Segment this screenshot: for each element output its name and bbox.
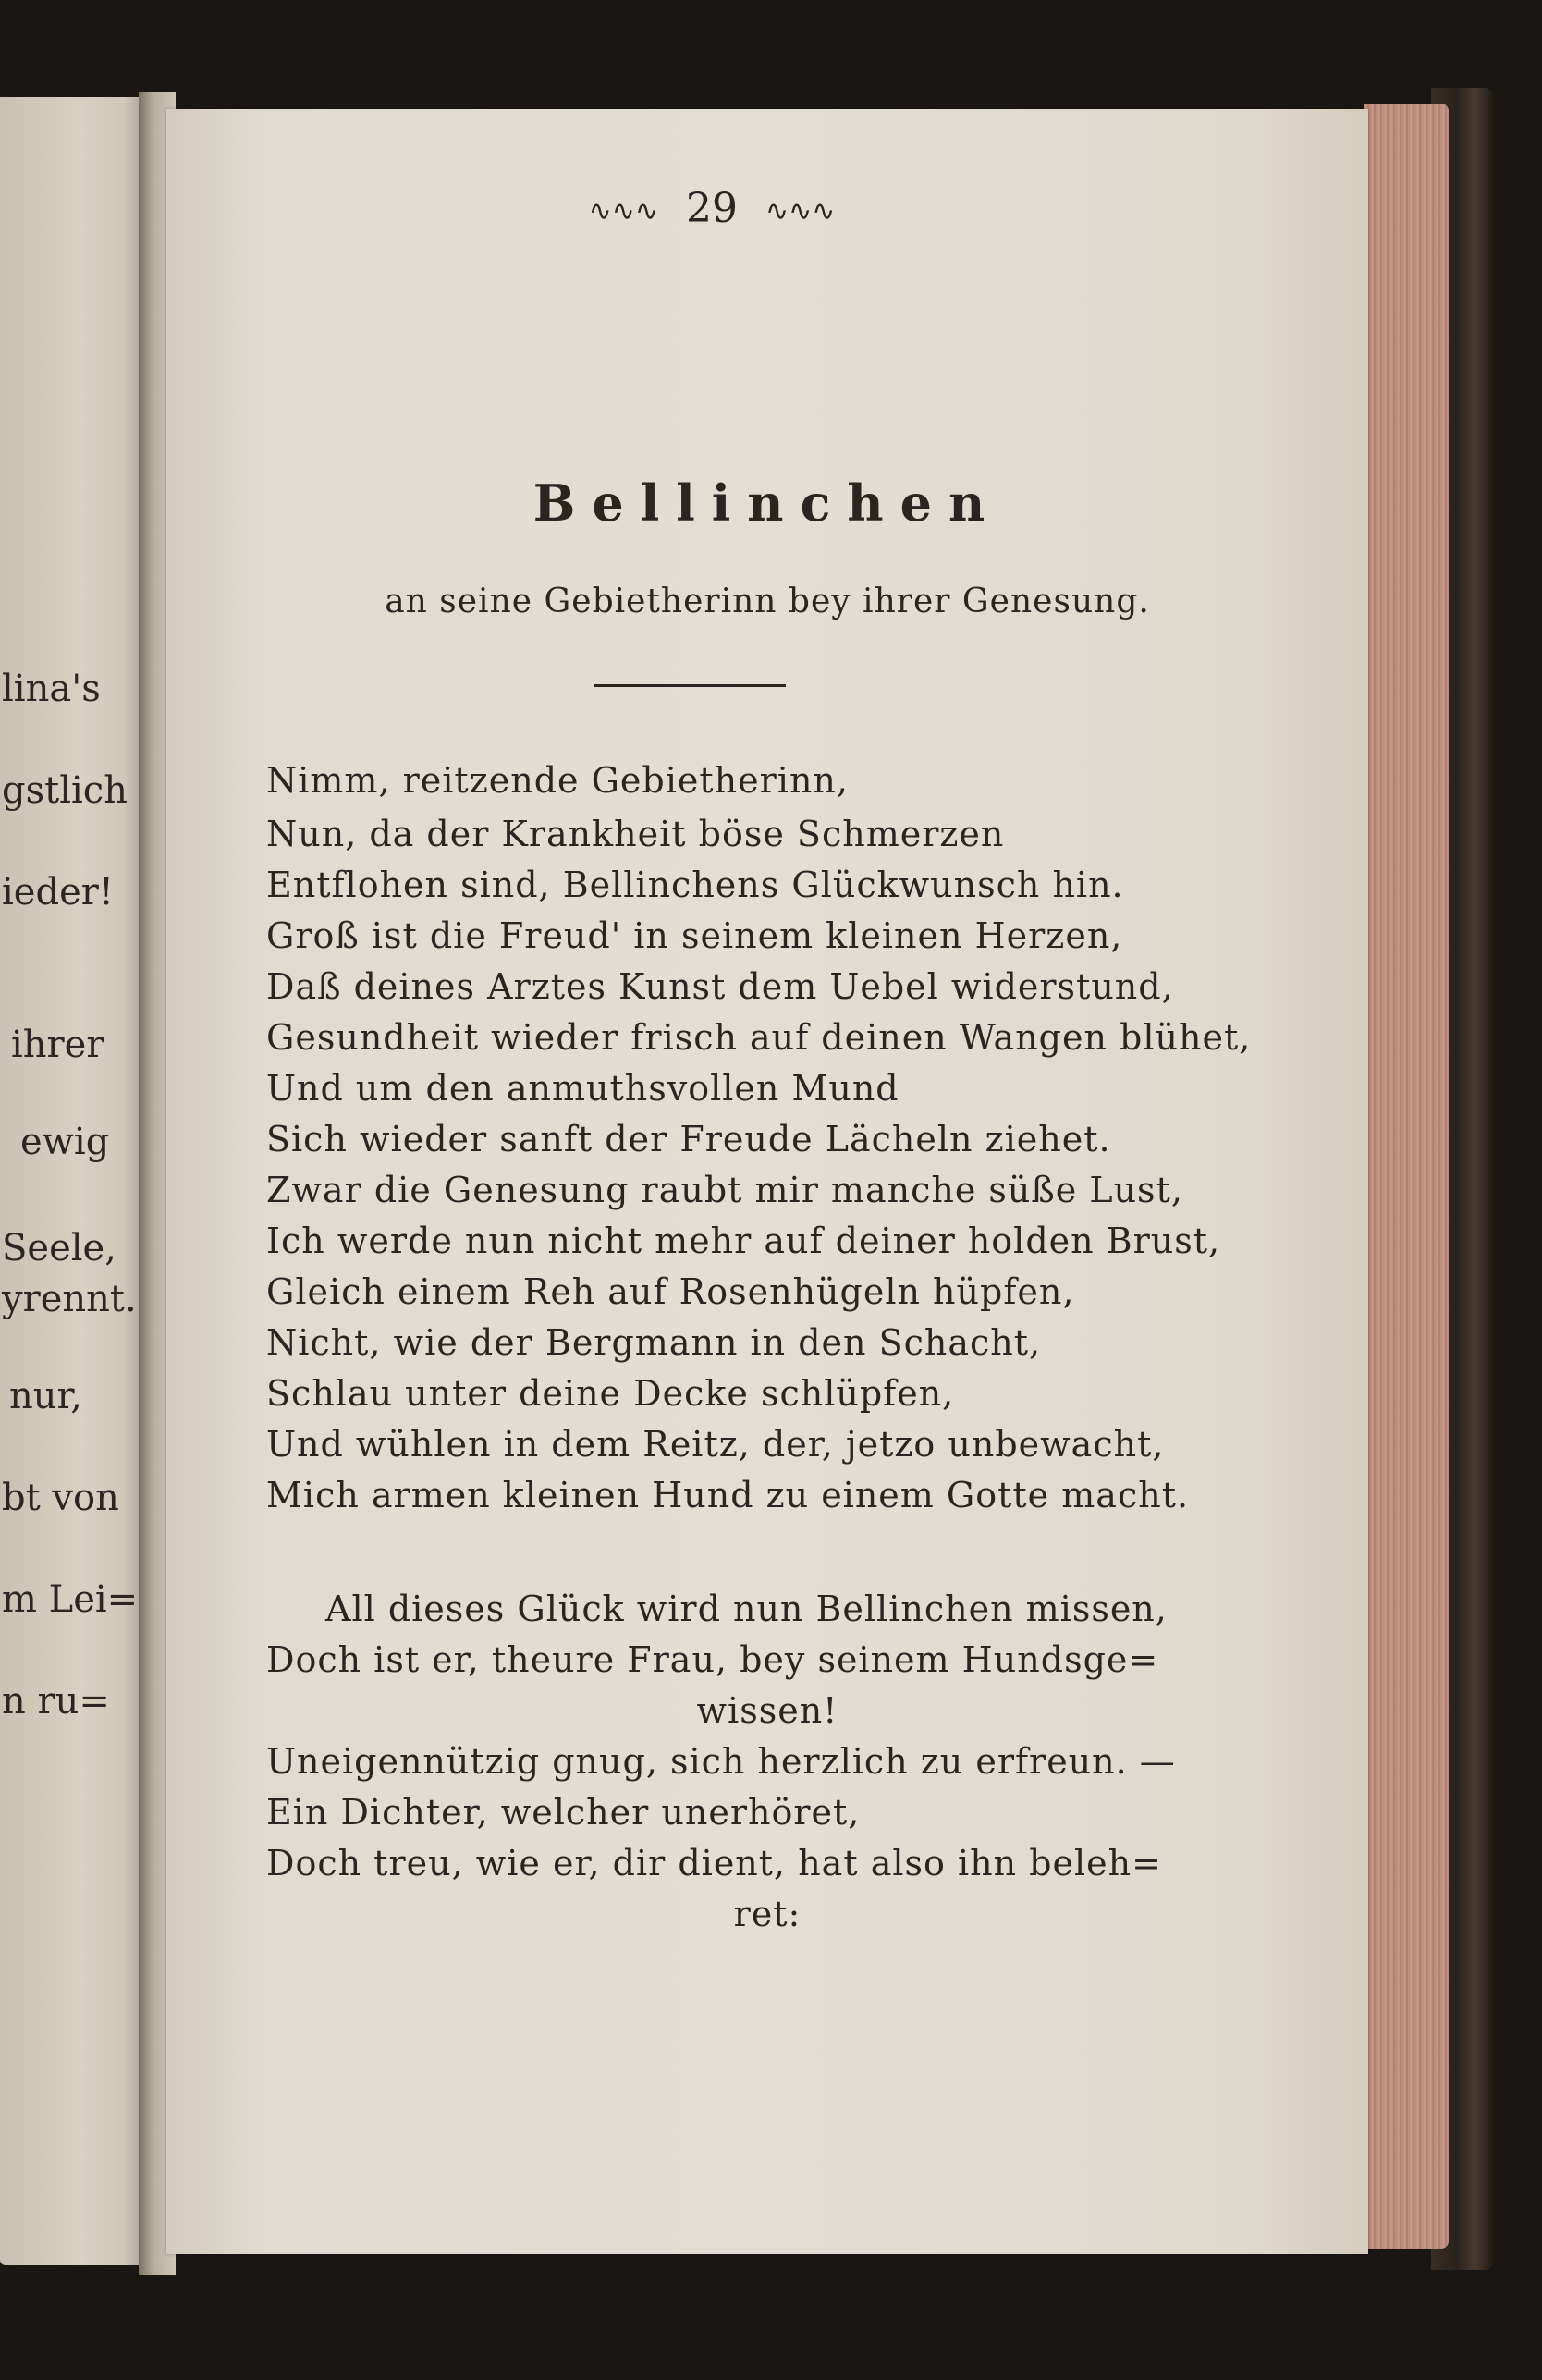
left-page-fragment: ewig (20, 1121, 110, 1163)
verse-line: Ich werde nun nicht mehr auf deiner holden Brust, (266, 1221, 1221, 1261)
left-page-fragment: ieder! (2, 871, 114, 914)
verse-line: Mich armen kleinen Hund zu einem Gotte macht. (266, 1475, 1190, 1515)
poem-subtitle: an seine Gebietherinn bey ihrer Genesung. (385, 583, 1150, 620)
left-page-fragment: m Lei= (2, 1578, 139, 1621)
left-page-fragment: bt von (2, 1477, 119, 1519)
verse-line-continuation: wissen! (696, 1690, 838, 1731)
left-page-fragment: n ru= (2, 1680, 110, 1723)
verse-line: Und wühlen in dem Reitz, der, jetzo unbewacht, (266, 1424, 1165, 1465)
page-number: 29 (686, 185, 738, 232)
left-page-fragment: Seele, (2, 1227, 116, 1270)
verse-line: Ein Dichter, welcher unerhöret, (266, 1792, 861, 1833)
previous-page (0, 97, 146, 2265)
left-page-fragment: gstlich (2, 769, 128, 812)
verse-line: Nun, da der Krankheit böse Schmerzen (266, 814, 1005, 854)
page-header (518, 185, 906, 232)
left-page-fragment: ihrer (11, 1024, 104, 1066)
verse-line: Uneigennützig gnug, sich herzlich zu erfreun. — (266, 1741, 1176, 1782)
left-page-fragment: lina's (2, 668, 101, 710)
verse-line: Nimm, reitzende Gebietherinn, (266, 760, 849, 801)
verse-line-continuation: ret: (733, 1894, 802, 1934)
verse-line: Entflohen sind, Bellinchens Glückwunsch hin. (266, 865, 1124, 905)
ornament-left-icon: ∿∿∿ (588, 195, 658, 227)
verse-line: Schlau unter deine Decke schlüpfen, (266, 1373, 955, 1414)
left-page-fragment: yrennt. (2, 1278, 137, 1320)
title-divider (594, 684, 786, 687)
verse-line: All dieses Glück wird nun Bellinchen missen, (325, 1589, 1168, 1629)
left-page-fragment: nur, (9, 1375, 82, 1417)
page-edges (1364, 104, 1449, 2249)
ornament-right-icon: ∿∿∿ (765, 195, 836, 227)
verse-line: Nicht, wie der Bergmann in den Schacht, (266, 1322, 1042, 1363)
verse-line: Groß ist die Freud' in seinem kleinen Herzen, (266, 915, 1123, 956)
verse-line: Doch treu, wie er, dir dient, hat also ihn beleh= (266, 1843, 1162, 1883)
verse-line: Doch ist er, theure Frau, bey seinem Hundsge= (266, 1639, 1159, 1680)
poem-title: Bellinchen (532, 473, 1002, 533)
verse-line: Sich wieder sanft der Freude Lächeln ziehet. (266, 1119, 1111, 1159)
verse-line: Zwar die Genesung raubt mir manche süße Lust, (266, 1170, 1183, 1210)
verse-line: Gleich einem Reh auf Rosenhügeln hüpfen, (266, 1271, 1075, 1312)
verse-line: Daß deines Arztes Kunst dem Uebel widerstund, (266, 966, 1174, 1007)
verse-line: Und um den anmuthsvollen Mund (266, 1068, 900, 1109)
verse-line: Gesundheit wieder frisch auf deinen Wangen blühet, (266, 1017, 1252, 1058)
